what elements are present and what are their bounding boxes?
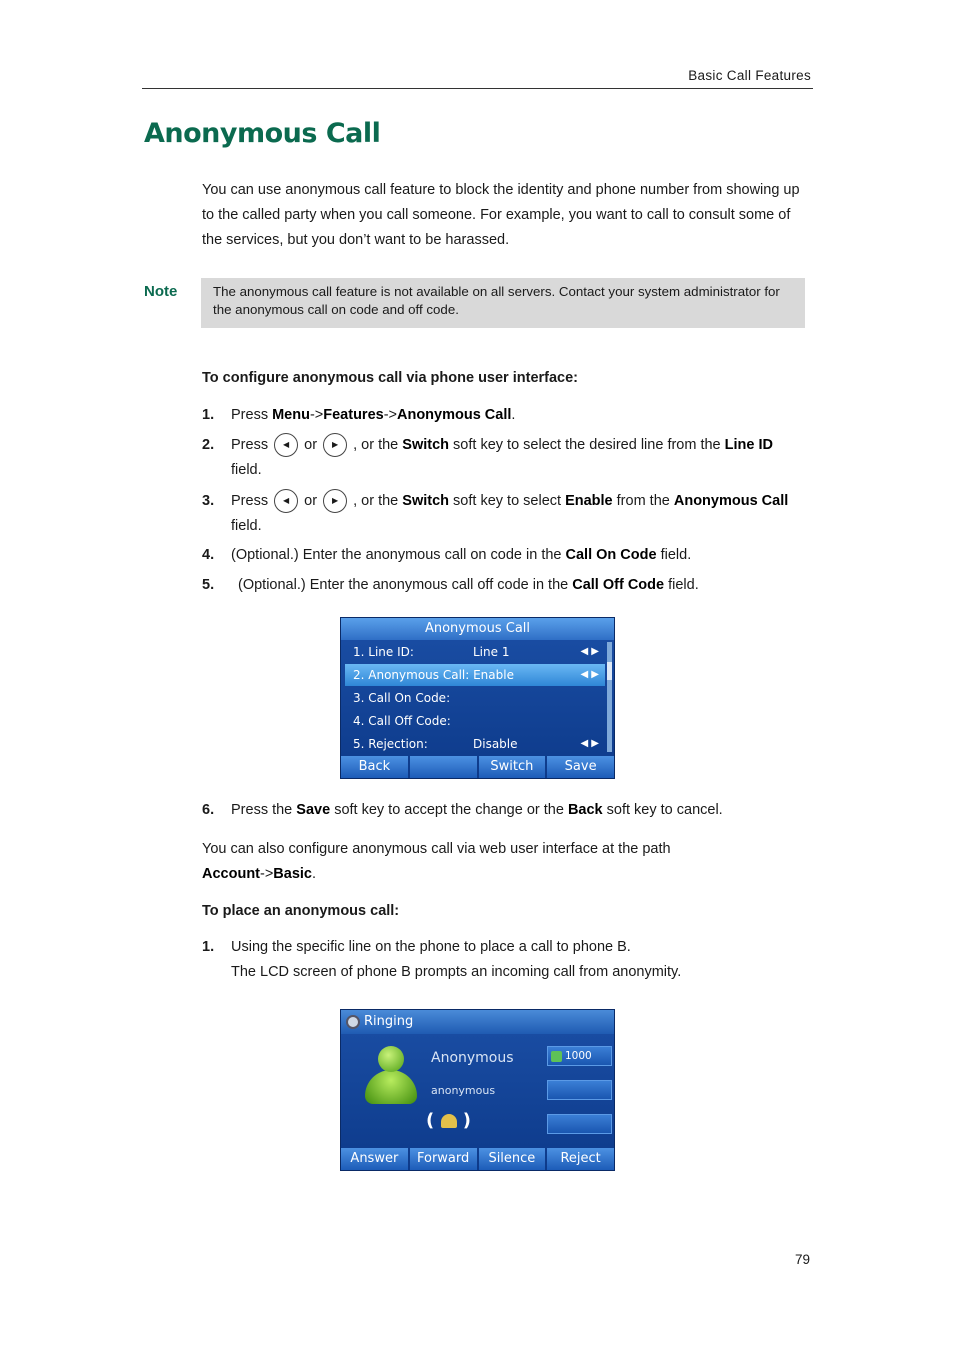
step-text-part: or <box>304 493 318 509</box>
caller-name: Anonymous <box>431 1050 514 1066</box>
back-keyword: Back <box>567 802 603 818</box>
step-text-part: Press <box>231 407 273 423</box>
step-text-part: (Optional.) Enter the anonymous call on code in the <box>231 547 562 563</box>
step-text-part: Press the <box>231 802 293 818</box>
line-key-empty <box>547 1114 612 1134</box>
screen-titlebar <box>341 1010 614 1034</box>
enable-keyword: Enable <box>565 493 613 509</box>
softkey-silence: Silence <box>479 1148 546 1170</box>
step-text <box>231 403 814 428</box>
step-number: 1. <box>202 939 215 955</box>
screen-scrollbar <box>607 642 612 752</box>
step-text-part: soft key to select <box>453 493 562 509</box>
step-number: 2. <box>202 437 215 453</box>
step-text-part: soft key to accept the change or the <box>334 802 564 818</box>
step-text <box>238 573 821 598</box>
softkey-answer: Answer <box>341 1148 408 1170</box>
step-text-part: . <box>511 407 516 423</box>
path-separator: -> <box>260 866 274 882</box>
web-path-paragraph <box>202 837 814 887</box>
softkey-reject: Reject <box>547 1148 614 1170</box>
row-value: Line 1 <box>473 645 510 659</box>
ringing-screen <box>340 1009 615 1171</box>
step-text-part: soft key to select the desired line from the <box>453 437 721 453</box>
left-right-arrows-icon: ◀ ▶ <box>580 738 599 749</box>
step-number: 1. <box>202 407 215 423</box>
row-label: 3. Call On Code: <box>353 691 451 705</box>
step-text-part: field. <box>231 518 262 534</box>
row-value: Disable <box>473 737 518 751</box>
left-nav-key-icon: ◀ <box>274 433 298 457</box>
page-number: 79 <box>794 1252 810 1267</box>
step-text-part: Using the specific line on the phone to place a call to phone B. <box>231 939 631 955</box>
softkey-back: Back <box>341 756 408 778</box>
left-right-arrows-icon: ◀ ▶ <box>580 669 599 680</box>
line-id-keyword: Line ID <box>724 437 773 453</box>
screen-title: Anonymous Call <box>341 618 614 640</box>
note-label: Note <box>144 283 178 300</box>
step-3 <box>202 489 814 539</box>
line-key-label: 1000 <box>565 1050 592 1062</box>
step-text-part: Press <box>231 493 269 509</box>
step-number: 6. <box>202 802 215 818</box>
step-text-part: field. <box>660 547 692 563</box>
row-label: 1. Line ID: <box>353 645 414 659</box>
switch-keyword: Switch <box>402 437 450 453</box>
place-step-1 <box>202 935 814 990</box>
right-nav-key-icon: ▶ <box>323 489 347 513</box>
screen-row-call-off-code <box>345 710 605 732</box>
step-text <box>231 935 814 985</box>
step-subtext: The LCD screen of phone B prompts an incoming call from anonymity. <box>231 964 682 980</box>
softkey-empty <box>410 756 477 778</box>
phone-icon <box>551 1051 562 1062</box>
web-path-text: . <box>312 866 317 882</box>
step-2 <box>202 433 814 483</box>
softkey-switch: Switch <box>479 756 546 778</box>
screen-row-line-id <box>345 641 605 663</box>
running-header: Basic Call Features <box>688 68 811 83</box>
step-text-part: (Optional.) Enter the anonymous call off code in the <box>238 577 569 593</box>
step-number: 4. <box>202 547 215 563</box>
procedure-heading-place: To place an anonymous call: <box>202 903 400 919</box>
ringing-icon <box>346 1015 360 1029</box>
step-text-part: soft key to cancel. <box>606 802 723 818</box>
anonymous-call-keyword: Anonymous Call <box>397 407 512 423</box>
step-text-part: Press <box>231 437 269 453</box>
section-title: Anonymous Call <box>144 118 381 149</box>
step-text-part: , or the <box>353 437 399 453</box>
softkey-forward: Forward <box>410 1148 477 1170</box>
scrollbar-thumb <box>607 662 612 680</box>
web-path-text: You can also configure anonymous call via web user interface at the path <box>202 841 671 857</box>
screen-title: Ringing <box>364 1014 414 1029</box>
line-key-1000 <box>547 1046 612 1066</box>
step-number: 5. <box>202 577 215 593</box>
step-text-part: from the <box>616 493 670 509</box>
left-right-arrows-icon: ◀ ▶ <box>580 646 599 657</box>
account-keyword: Account <box>202 866 260 882</box>
note-box <box>201 278 805 328</box>
procedure-heading-configure: To configure anonymous call via phone user interface: <box>202 370 579 386</box>
path-separator: -> <box>383 407 397 423</box>
screen-row-rejection <box>345 733 605 755</box>
softkey-save: Save <box>547 756 614 778</box>
step-text-part: , or the <box>353 493 399 509</box>
row-label: 5. Rejection: <box>353 737 428 751</box>
row-label: 2. Anonymous Call: Enable <box>353 668 514 682</box>
caller-number: anonymous <box>431 1084 496 1097</box>
header-divider <box>142 88 813 89</box>
intro-paragraph: You can use anonymous call feature to block the identity and phone number from showing up to the called party when you call someone. For example, you want to call to consult some of the services, but you don’t want to be harassed. <box>202 182 800 248</box>
screen-row-anonymous-call <box>345 664 605 686</box>
screen-row-call-on-code <box>345 687 605 709</box>
note-text: The anonymous call feature is not available on all servers. Contact your system administrator for the anonymous call on code and off code. <box>213 284 780 317</box>
step-text-part: or <box>304 437 318 453</box>
step-text <box>231 489 814 539</box>
ringing-bell-icon: ( ) <box>426 1110 471 1131</box>
path-separator: -> <box>309 407 324 423</box>
call-on-code-keyword: Call On Code <box>565 547 657 563</box>
features-keyword: Features <box>323 407 384 423</box>
step-text <box>231 433 814 483</box>
basic-keyword: Basic <box>273 866 312 882</box>
anonymous-call-screen <box>340 617 615 779</box>
softkey-bar <box>341 756 614 778</box>
line-key-empty <box>547 1080 612 1100</box>
right-nav-key-icon: ▶ <box>323 433 347 457</box>
step-number: 3. <box>202 493 215 509</box>
row-label: 4. Call Off Code: <box>353 714 451 728</box>
switch-keyword: Switch <box>402 493 450 509</box>
step-text <box>231 798 814 823</box>
save-keyword: Save <box>296 802 331 818</box>
step-text-part: field. <box>668 577 699 593</box>
left-nav-key-icon: ◀ <box>274 489 298 513</box>
step-text-part: field. <box>231 462 262 478</box>
step-text <box>231 543 814 568</box>
softkey-bar <box>341 1148 614 1170</box>
caller-avatar-icon <box>365 1046 417 1104</box>
anonymous-call-keyword: Anonymous Call <box>673 493 789 509</box>
menu-keyword: Menu <box>272 407 310 423</box>
call-off-code-keyword: Call Off Code <box>572 577 665 593</box>
